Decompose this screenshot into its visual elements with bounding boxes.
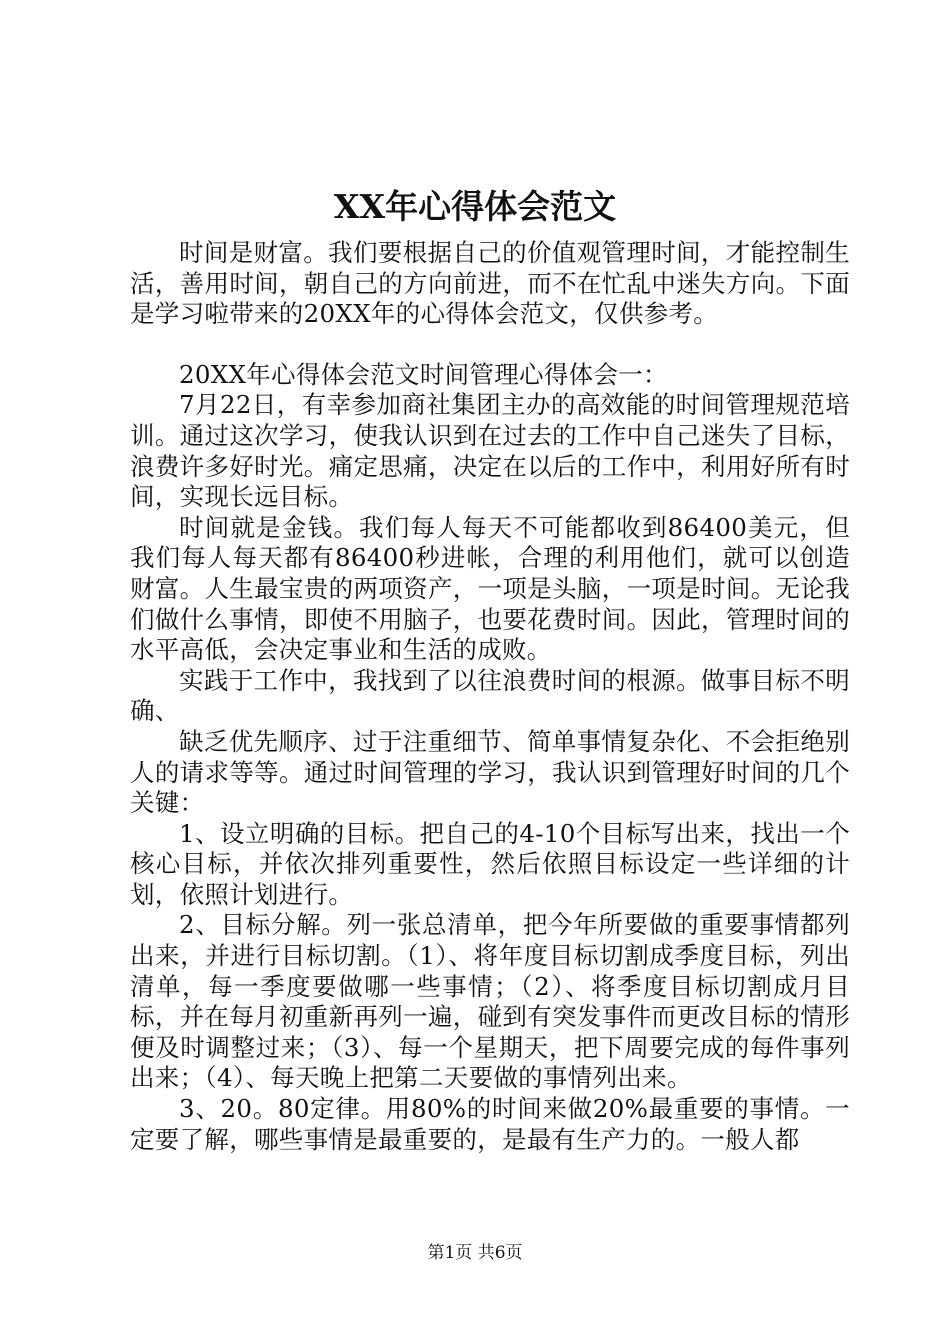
paragraph-point-2: 2、目标分解。列一张总清单，把今年所要做的重要事情都列出来，并进行目标切割。（1）、将年度目标切割成季度目标，列出清单，每一季度要做哪一些事情；（2）、将季度目标切割成月目标，并在每月初重新再列一遍，碰到有突发事件而更改目标的情形便及时调整过来；（3）、每一个星期天，把下周要完成的每件事列出来；（4）、每天晚上把第二天要做的事情列出来。	[130, 910, 850, 1093]
page-footer: 第1页 共6页	[427, 1243, 523, 1263]
document-title: XX年心得体会范文	[333, 187, 617, 226]
paragraph-time-is-money: 时间就是金钱。我们每人每天不可能都收到86400美元，但我们每人每天都有86400秒进帐，合理的利用他们，就可以创造财富。人生最宝贵的两项资产，一项是头脑，一项是时间。无论我们做什么事情，即使不用脑子，也要花费时间。因此，管理时间的水平高低，会决定事业和生活的成败。	[130, 512, 850, 665]
paragraph-practice: 实践于工作中，我找到了以往浪费时间的根源。做事目标不明确、	[130, 665, 850, 726]
paragraph-point-1: 1、设立明确的目标。把自己的4-10个目标写出来，找出一个核心目标，并依次排列重要性，然后依照目标设定一些详细的计划，依照计划进行。	[130, 818, 850, 909]
paragraph-intro: 时间是财富。我们要根据自己的价值观管理时间，才能控制生活，善用时间，朝自己的方向前进，而不在忙乱中迷失方向。下面是学习啦带来的20XX年的心得体会范文，仅供参考。	[130, 238, 850, 329]
document-body	[130, 238, 850, 1155]
paragraph-point-3: 3、20。80定律。用80%的时间来做20%最重要的事情。一定要了解，哪些事情是最重要的，是最有生产力的。一般人都	[130, 1094, 850, 1154]
paragraph-section-heading: 20XX年心得体会范文时间管理心得体会一：	[179, 359, 668, 389]
paragraph-causes: 缺乏优先顺序、过于注重细节、简单事情复杂化、不会拒绝别人的请求等等。通过时间管理的学习，我认识到管理好时间的几个关键：	[130, 726, 850, 818]
paragraph-training: 7月22日，有幸参加商社集团主办的高效能的时间管理规范培训。通过这次学习，使我认识到在过去的工作中自己迷失了目标，浪费许多好时光。痛定思痛，决定在以后的工作中，利用好所有时间，实现长远目标。	[130, 390, 850, 512]
